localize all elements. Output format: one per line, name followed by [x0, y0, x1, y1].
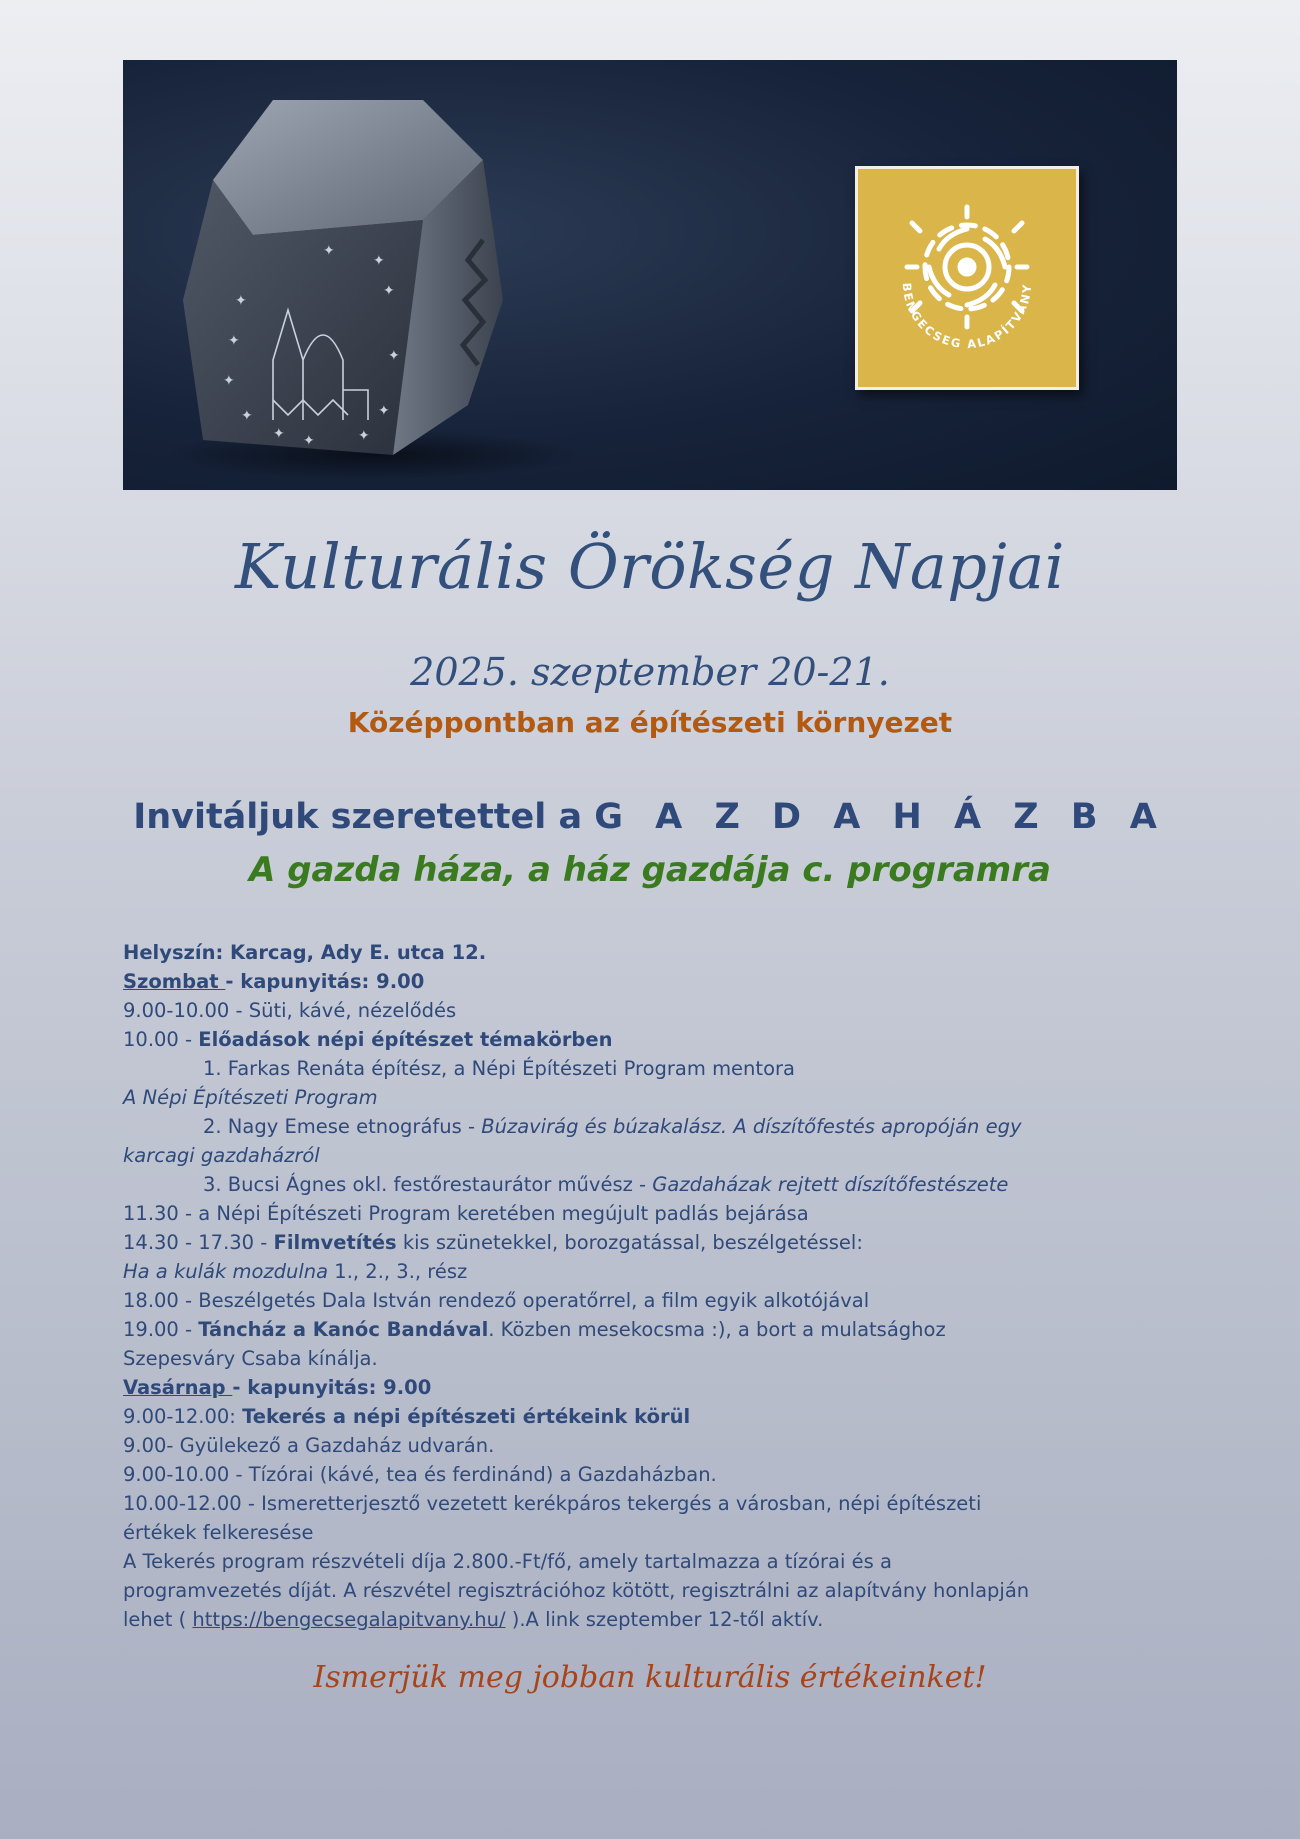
list-item: 9.00-12.00: Tekerés a népi építészeti értékeink körül — [123, 1405, 691, 1428]
svg-text:✦: ✦ — [373, 253, 385, 269]
event-date: 2025. szeptember 20-21. — [410, 650, 890, 694]
sunday-heading — [123, 1373, 1153, 1402]
list-item: 9.00-10.00 - Süti, kávé, nézelődés — [123, 999, 457, 1022]
event-focus: Középpontban az építészeti környezet — [347, 706, 953, 739]
list-item: Szepesváry Csaba kínálja. — [123, 1347, 378, 1370]
svg-text:✦: ✦ — [273, 426, 285, 442]
list-item: Ha a kulák mozdulna 1., 2., 3., rész — [123, 1260, 468, 1283]
svg-text:✦: ✦ — [383, 283, 395, 299]
location: Helyszín: Karcag, Ady E. utca 12. — [123, 941, 487, 964]
list-item: 11.30 - a Népi Építészeti Program keretében megújult padlás bejárása — [123, 1202, 809, 1225]
list-item: 9.00-10.00 - Tízórai (kávé, tea és ferdinánd) a Gazdaházban. — [123, 1463, 717, 1486]
svg-text:✦: ✦ — [303, 433, 315, 449]
talk-item: 1. Farkas Renáta építész, a Népi Építészeti Program mentora — [203, 1057, 795, 1080]
svg-text:✦: ✦ — [241, 408, 253, 424]
invite-prefix: Invitáljuk szeretettel a — [133, 797, 583, 837]
program-title: A gazda háza, a ház gazdája c. programra — [249, 850, 1051, 890]
talk-item: 2. Nagy Emese etnográfus - Búzavirág és búzakalász. A díszítőfestés apropóján egy — [203, 1115, 1022, 1138]
svg-text:BENGECSEG ALAPÍTVÁNY: BENGECSEG ALAPÍTVÁNY — [899, 282, 1035, 352]
list-item: 19.00 - Táncház a Kanóc Bandával. Közben mesekocsma :), a bort a mulatsághoz — [123, 1318, 946, 1341]
saturday-heading — [123, 967, 1153, 996]
foundation-website-link[interactable]: https://bengecsegalapitvany.hu/ — [192, 1608, 506, 1631]
header-banner — [123, 60, 1177, 490]
talk-item: karcagi gazdaházról — [123, 1144, 320, 1167]
saturday-open: - kapunyitás: 9.00 — [225, 970, 425, 993]
page-title: Kulturális Örökség Napjai — [234, 530, 1066, 603]
list-item: 18.00 - Beszélgetés Dala István rendező operatőrrel, a film egyik alkotójával — [123, 1289, 870, 1312]
fee-text: programvezetés díját. A részvétel regisztrációhoz kötött, regisztrálni az alapítvány honlapján — [123, 1579, 1030, 1602]
invite-heading — [0, 797, 1300, 837]
sunday-open: - kapunyitás: 9.00 — [232, 1376, 432, 1399]
program-details — [123, 938, 1153, 1634]
talk-item: A Népi Építészeti Program — [123, 1086, 378, 1109]
talk-item: 3. Bucsi Ágnes okl. festőrestaurátor művész - Gazdaházak rejtett díszítőfestészete — [203, 1173, 1009, 1196]
logo-arc-text — [855, 166, 1079, 390]
list-item: értékek felkeresése — [123, 1521, 314, 1544]
list-item: 14.30 - 17.30 - Filmvetítés kis szünetekkel, borozgatással, beszélgetéssel: — [123, 1231, 863, 1254]
fee-text: A Tekerés program részvételi díja 2.800.-Ft/fő, amely tartalmazza a tízórai és a — [123, 1550, 892, 1573]
stone-sculpture-image — [123, 60, 823, 490]
list-item: 10.00 - Előadások népi építészet témakörben — [123, 1028, 613, 1051]
list-item: 9.00- Gyülekező a Gazdaház udvarán. — [123, 1434, 495, 1457]
svg-text:✦: ✦ — [388, 348, 400, 364]
invite-venue: G A Z D A H Á Z B A — [594, 797, 1167, 837]
closing-slogan: Ismerjük meg jobban kulturális értékeinket! — [313, 1660, 987, 1695]
svg-text:✦: ✦ — [223, 373, 235, 389]
saturday-label: Szombat — [123, 970, 226, 993]
svg-text:✦: ✦ — [378, 403, 390, 419]
svg-text:✦: ✦ — [235, 293, 247, 309]
fee-text: lehet ( https://bengecsegalapitvany.hu/ ).A link szeptember 12-től aktív. — [123, 1608, 824, 1631]
svg-text:✦: ✦ — [358, 428, 370, 444]
svg-text:✦: ✦ — [323, 243, 335, 259]
sunday-label: Vasárnap — [123, 1376, 233, 1399]
list-item: 10.00-12.00 - Ismeretterjesztő vezetett kerékpáros tekergés a városban, népi építészeti — [123, 1492, 982, 1515]
svg-text:✦: ✦ — [228, 333, 240, 349]
